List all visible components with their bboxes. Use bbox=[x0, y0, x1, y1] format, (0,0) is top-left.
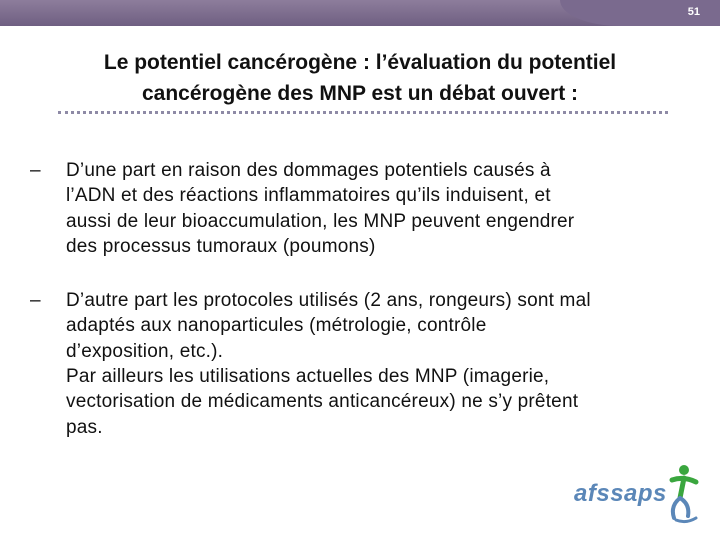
bullet-line: Par ailleurs les utilisations actuelles des MNP (imagerie, bbox=[66, 366, 550, 388]
bullet-dash: – bbox=[30, 160, 41, 181]
afssaps-logo bbox=[574, 462, 704, 524]
bullet-line: des processus tumoraux (poumons) bbox=[66, 235, 376, 257]
page-number: 51 bbox=[687, 6, 700, 18]
bullet-item bbox=[30, 288, 718, 440]
bullet-line: d’exposition, etc.). bbox=[66, 340, 224, 362]
bullet-line: D’une part en raison des dommages potentiels causés à bbox=[66, 160, 551, 181]
person-figure-icon bbox=[662, 462, 702, 524]
bullet-item bbox=[30, 158, 718, 259]
bullet-line: aussi de leur bioaccumulation, les MNP peuvent engendrer bbox=[66, 210, 575, 232]
title-line: Le potentiel cancérogène : l’évaluation du potentiel bbox=[103, 51, 617, 74]
slide-title bbox=[0, 47, 720, 109]
title-line: cancérogène des MNP est un débat ouvert : bbox=[141, 82, 579, 105]
bullet-line: adaptés aux nanoparticules (métrologie, contrôle bbox=[66, 315, 487, 337]
bullet-line: D’autre part les protocoles utilisés (2 ans, rongeurs) sont mal bbox=[66, 290, 591, 312]
title-divider bbox=[58, 111, 668, 114]
bullet-dash: – bbox=[30, 290, 41, 312]
bullet-list bbox=[30, 158, 718, 469]
bullet-line: pas. bbox=[66, 416, 103, 438]
bullet-line: l’ADN et des réactions inflammatoires qu’ils induisent, et bbox=[66, 185, 551, 207]
header-bar bbox=[0, 0, 720, 26]
logo-text: afssaps bbox=[574, 480, 667, 507]
bullet-line: vectorisation de médicaments anticancéreux) ne s’y prêtent bbox=[66, 391, 579, 413]
